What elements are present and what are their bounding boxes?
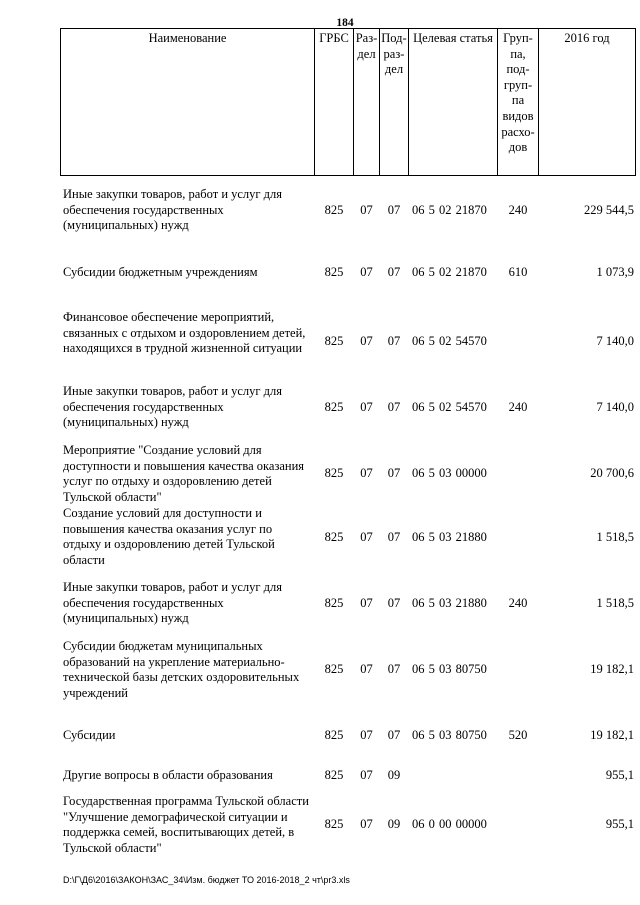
row-razdel: 07 [360, 334, 373, 348]
header-celevaya-statya: Целевая статья [408, 28, 498, 176]
row-name: Иные закупки товаров, работ и услуг для обеспечения государственных (муниципальных) нужд [63, 580, 283, 626]
row-grbs: 825 [324, 596, 344, 610]
row-podrazdel: 09 [387, 768, 401, 782]
row-expense-group: 240 [508, 596, 528, 610]
row-target-article: 06 5 02 21870 [412, 203, 487, 217]
header-year: 2016 год [538, 28, 636, 176]
header-grbs: ГРБС [314, 28, 354, 176]
row-podrazdel: 07 [387, 466, 401, 480]
row-target-article: 06 0 00 00000 [412, 817, 487, 831]
row-razdel: 07 [360, 203, 373, 217]
row-grbs: 825 [324, 530, 344, 544]
row-target-article: 06 5 03 21880 [412, 596, 487, 610]
row-razdel: 07 [360, 768, 373, 782]
row-razdel: 07 [360, 400, 373, 414]
row-podrazdel: 07 [387, 265, 401, 279]
row-amount: 19 182,1 [590, 662, 634, 676]
row-podrazdel: 07 [387, 662, 401, 676]
row-name: Субсидии [63, 728, 116, 742]
row-grbs: 825 [324, 768, 344, 782]
file-path-footer: D:\Г\Д6\2016\ЗАКОН\ЗАС_34\Изм. бюджет ТО 2016-2018_2 чт\pr3.xls [63, 875, 350, 885]
row-expense-group: 520 [508, 728, 528, 742]
row-grbs: 825 [324, 334, 344, 348]
row-amount: 229 544,5 [584, 203, 634, 217]
row-podrazdel: 07 [387, 728, 401, 742]
row-expense-group: 610 [508, 265, 528, 279]
row-amount: 955,1 [605, 768, 634, 782]
row-podrazdel: 07 [387, 203, 401, 217]
row-amount: 1 073,9 [596, 265, 634, 279]
row-podrazdel: 07 [387, 530, 401, 544]
row-name: Другие вопросы в области образования [63, 768, 273, 782]
row-grbs: 825 [324, 265, 344, 279]
row-target-article: 06 5 02 21870 [412, 265, 487, 279]
row-razdel: 07 [360, 662, 373, 676]
row-name: Иные закупки товаров, работ и услуг для обеспечения государственных (муниципальных) нужд [63, 187, 283, 233]
row-target-article: 06 5 03 80750 [412, 728, 487, 742]
row-podrazdel: 09 [387, 817, 401, 831]
row-name: Субсидии бюджетным учреждениям [63, 265, 258, 279]
row-razdel: 07 [360, 728, 373, 742]
row-name: Субсидии бюджетам муниципальных образований на укрепление материально-технической базы детских оздоровительных учреждений [63, 639, 300, 700]
row-amount: 955,1 [605, 817, 634, 831]
row-target-article: 06 5 03 80750 [412, 662, 487, 676]
row-grbs: 825 [324, 662, 344, 676]
header-gruppa-vidov-rashodov: Груп- па, под- груп- па видов расхо- дов [497, 28, 539, 176]
row-name: Мероприятие "Создание условий для доступности и повышения качества оказания услуг по отдыху и оздоровлению детей Тульской области" [63, 443, 305, 504]
row-grbs: 825 [324, 466, 344, 480]
row-grbs: 825 [324, 400, 344, 414]
row-amount: 7 140,0 [596, 334, 634, 348]
row-amount: 19 182,1 [590, 728, 634, 742]
row-grbs: 825 [324, 817, 344, 831]
row-podrazdel: 07 [387, 334, 401, 348]
row-name: Государственная программа Тульской области "Улучшение демографической ситуации и поддержка семей, воспитывающих детей, в Тульской области" [63, 794, 309, 855]
row-name: Создание условий для доступности и повышения качества оказания услуг по отдыху и оздоровлению детей Тульской области [63, 506, 275, 567]
row-amount: 1 518,5 [596, 596, 634, 610]
row-razdel: 07 [360, 817, 373, 831]
header-podrazdel: Под- раз- дел [379, 28, 409, 176]
row-expense-group: 240 [508, 400, 528, 414]
row-name: Финансовое обеспечение мероприятий, связанных с отдыхом и оздоровлением детей, находящихся в трудной жизненной ситуации [63, 310, 306, 356]
row-razdel: 07 [360, 466, 373, 480]
page-number: 184 [336, 17, 354, 29]
row-amount: 20 700,6 [590, 466, 634, 480]
row-target-article: 06 5 02 54570 [412, 400, 487, 414]
row-grbs: 825 [324, 203, 344, 217]
row-name: Иные закупки товаров, работ и услуг для обеспечения государственных (муниципальных) нужд [63, 384, 283, 430]
row-amount: 7 140,0 [596, 400, 634, 414]
row-target-article: 06 5 03 21880 [412, 530, 487, 544]
row-amount: 1 518,5 [596, 530, 634, 544]
row-razdel: 07 [360, 265, 373, 279]
row-razdel: 07 [360, 596, 373, 610]
header-razdel: Раз- дел [353, 28, 380, 176]
row-podrazdel: 07 [387, 400, 401, 414]
row-podrazdel: 07 [387, 596, 401, 610]
row-expense-group: 240 [508, 203, 528, 217]
row-target-article: 06 5 02 54570 [412, 334, 487, 348]
header-name: Наименование [60, 28, 315, 176]
row-razdel: 07 [360, 530, 373, 544]
row-grbs: 825 [324, 728, 344, 742]
row-target-article: 06 5 03 00000 [412, 466, 487, 480]
